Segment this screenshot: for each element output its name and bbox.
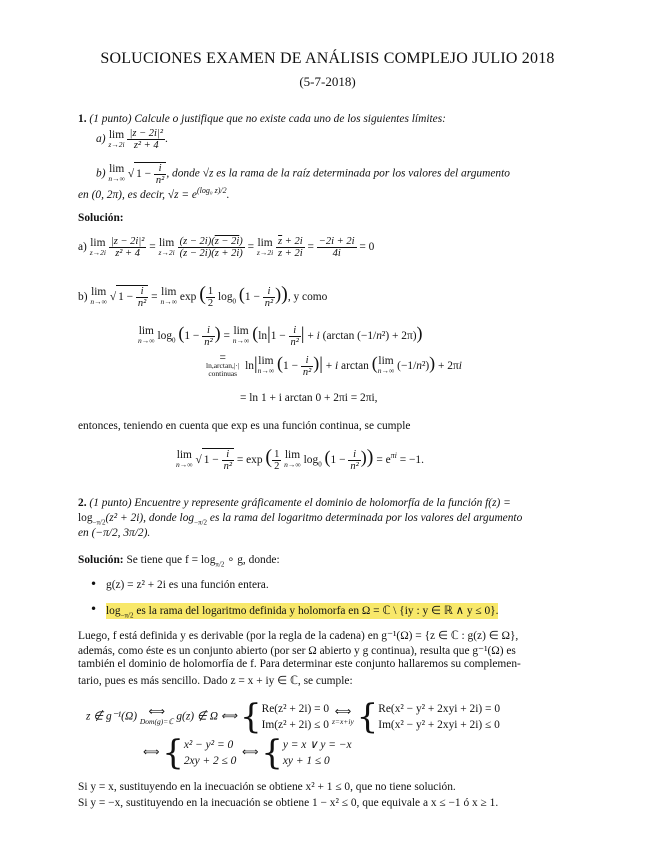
problem1-part-b: b) lim n→∞ √ 1 − $\frac{i}{\text{n²}}$ , donde √z es la rama de la raíz determinada por los valores del argumento [96,163,510,186]
para1-line4: tario, pues es más sencillo. Dado z = x + iy ∈ ℂ, se cumple: [78,675,353,687]
bullet-marker-1: • [90,577,98,591]
problem1-part-a: a) lim z→2i $\frac{\text{|z − 2i|²}}{\text{z² + 4}}$ . [96,128,168,151]
case-1: Si y = x, sustituyendo en la inecuación se obtiene x² + 1 ≤ 0, que no tiene solución. [78,781,456,793]
solution-a-equation: a) lim z→2i $\frac{\text{|z − 2i|²}}{\text{z² + 4}}$ = lim z→2i $\frac{(z - 2i)(z - 2i)}{(z - 2i)(z + 2i)}$ = lim z→2i $\frac{\overline{z} + 2i}{z + 2i}$ = $\frac{-2i + 2i}{4i}$ = 0 [78,236,375,259]
problem2-statement: 2. (1 punto) Encuentre y represente gráficamente el dominio de holomorfía de la función f(z) = [78,497,511,509]
case-2: Si y = −x, sustituyendo en la inecuación se obtiene 1 − x² ≤ 0, que equivale a x ≤ −1 ó x ≥ 1. [78,797,499,809]
problem2-statement-3: en (−π/2, 3π/2). [78,527,151,539]
para1-line2: además, como éste es un conjunto abierto (por ser Ω abierto y g continua), resulta que g⁻¹(Ω) es [78,645,516,657]
solution-b-conclusion: entonces, teniendo en cuenta que exp es una función continua, se cumple [78,420,411,432]
solution-2-intro: Solución: Se tiene que $f = \log_{\pi/2}$ ∘ g, donde: [78,554,280,569]
bullet-2-highlighted: $\log_{-\pi/2}$ es la rama del logaritmo definida y holomorfa en Ω = ℂ \ {iy : y ∈ ℝ ∧ y ≤ 0}. [106,605,499,620]
para1-line3: también el dominio de holomorfía de f. Para determinar este conjunto hallaremos su complemen- [78,658,521,670]
page-title: SOLUCIONES EXAMEN DE ANÁLISIS COMPLEJO JULIO 2018 [100,50,555,67]
problem2-statement-2: $\log_{-\pi/2}(z^2 + 2i)$, donde $\log_{-\pi/2}$ es la rama del logaritmo determinada por los valores del argumento [78,512,523,527]
problem1-statement: 1. (1 punto) Calcule o justifique que no existe cada uno de los siguientes límites: [78,113,446,125]
solution-b-line2: = ln,arctan,|·| continuas ln| lim n→∞ (1 − $\frac{i}{\text{n²}}$ )| + i arctan ( lim n→∞ (−1/n²)) + 2πi [206,352,462,379]
problem1-part-b-cont: en (0, 2π), es decir, $√z = e^{(log_0 z)/2}$. [78,186,230,201]
solution-label-1: Solución: [78,212,124,224]
para1-line1: Luego, f está definida y es derivable (por la regla de la cadena) en g⁻¹(Ω) = {z ∈ ℂ : g(z) ∈ Ω}, [78,630,519,642]
bullet-marker-2: • [90,602,98,616]
solution-b-final: lim n→∞ √ 1 − $\frac{i}{\text{n²}}$ = exp ( $\frac{1}{2}$ lim n→∞ $\log_0 (1$ − $\frac{i}{\text{n²}}$ )) = $e^{\pi i} = -1$. [176,446,424,473]
solution-b-line3: = ln 1 + i arctan 0 + 2πi = 2πi, [240,392,378,404]
solution-b-equation: b) lim n→∞ √ 1 − $\frac{i}{\text{n²}}$ = lim n→∞ exp ( $\frac{1}{2}$ $\log_0 (1$ − $\frac{i}{\text{n²}}$ )), y como [78,283,328,310]
bullet-1: g(z) = z² + 2i es una función entera. [106,579,269,591]
solution-b-line1: lim n→∞ $\log_0 (1$ − $\frac{i}{\text{n²}}$ ) = lim n→∞ (ln|1 − $\frac{i}{\text{n²}}$ | + i (arctan (−1/n²) + 2π)) [138,323,423,348]
equivalence-row-2: ⟺ { x² − y² = 0 2xy + 2 ≤ 0 ⟺ { y = x ∨ y = −x xy + 1 ≤ 0 [143,733,352,773]
page-date: (5-7-2018) [299,74,356,89]
equivalence-row-1: z ∉ g⁻¹(Ω) ⟺ Dom(g)=ℂ g(z) ∉ Ω ⟺ { Re(z² + 2i) = 0 Im(z² + 2i) ≤ 0 ⟺ z=x+iy { Re(x² − y² + 2xyi + 2i) = 0 Im(x² − y² + 2xyi + 2i) ≤ 0 [86,697,501,737]
